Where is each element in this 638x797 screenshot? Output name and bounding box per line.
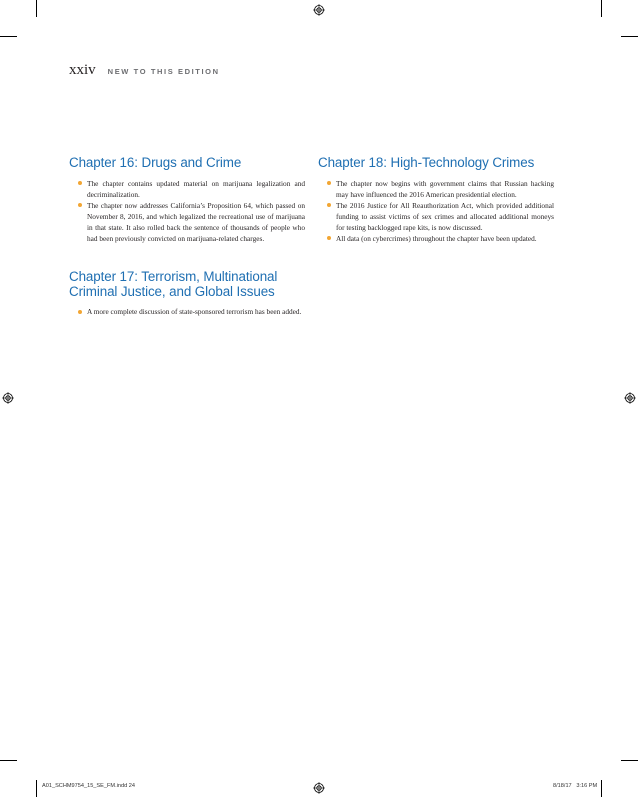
bullet-icon bbox=[78, 181, 82, 185]
page-number: xxiv bbox=[69, 62, 96, 78]
bullet-icon bbox=[78, 310, 82, 314]
chapter-section bbox=[69, 156, 305, 244]
crop-mark bbox=[36, 780, 37, 797]
chapter-heading: Chapter 16: Drugs and Crime bbox=[69, 155, 242, 170]
left-column bbox=[69, 156, 305, 335]
bullet-icon bbox=[78, 203, 82, 207]
crop-mark bbox=[621, 760, 638, 761]
page-header bbox=[69, 62, 220, 79]
list-item: The chapter contains updated material on marijuana legalization and decriminalization. bbox=[87, 178, 305, 200]
chapter-section bbox=[318, 156, 554, 244]
list-item: A more complete discussion of state-sponsored terrorism has been added. bbox=[87, 306, 305, 317]
chapter-section bbox=[69, 270, 305, 317]
registration-mark-icon bbox=[313, 4, 325, 16]
crop-mark bbox=[601, 0, 602, 17]
bullet-list bbox=[69, 178, 305, 245]
crop-mark bbox=[0, 760, 17, 761]
registration-mark-icon bbox=[624, 392, 636, 404]
bullet-list bbox=[69, 306, 305, 317]
list-item: The 2016 Justice for All Reauthorization Act, which provided additional funding to assist victims of sex crimes and allocated additional moneys for testing backlogged rape kits, is now discussed. bbox=[336, 200, 554, 233]
list-item: The chapter now begins with government claims that Russian hacking may have influenced the 2016 American presidential election. bbox=[336, 178, 554, 200]
list-item: The chapter now addresses California’s Proposition 64, which passed on November 8, 2016, and which legalized the recreational use of marijuana in that state. It also rolled back the sentence of thousands of people who had been previously convicted on marijuana-related charges. bbox=[87, 200, 305, 244]
bullet-list bbox=[318, 178, 554, 245]
bullet-icon bbox=[327, 236, 331, 240]
running-head: NEW TO THIS EDITION bbox=[107, 67, 220, 76]
crop-mark bbox=[601, 780, 602, 797]
bullet-icon bbox=[327, 181, 331, 185]
right-column bbox=[318, 156, 554, 262]
crop-mark bbox=[0, 36, 17, 37]
chapter-heading: Chapter 18: High-Technology Crimes bbox=[318, 155, 535, 170]
bullet-icon bbox=[327, 203, 331, 207]
registration-mark-icon bbox=[313, 782, 325, 794]
slug-filename: A01_SCHM9754_15_SE_FM.indd 24 bbox=[42, 783, 135, 789]
crop-mark bbox=[36, 0, 37, 17]
list-item: All data (on cybercrimes) throughout the chapter have been updated. bbox=[336, 233, 554, 244]
crop-mark bbox=[621, 36, 638, 37]
chapter-heading: Chapter 17: Terrorism, Multinational Criminal Justice, and Global Issues bbox=[69, 269, 278, 299]
slug-datetime: 8/18/17 3:16 PM bbox=[553, 783, 598, 789]
registration-mark-icon bbox=[2, 392, 14, 404]
